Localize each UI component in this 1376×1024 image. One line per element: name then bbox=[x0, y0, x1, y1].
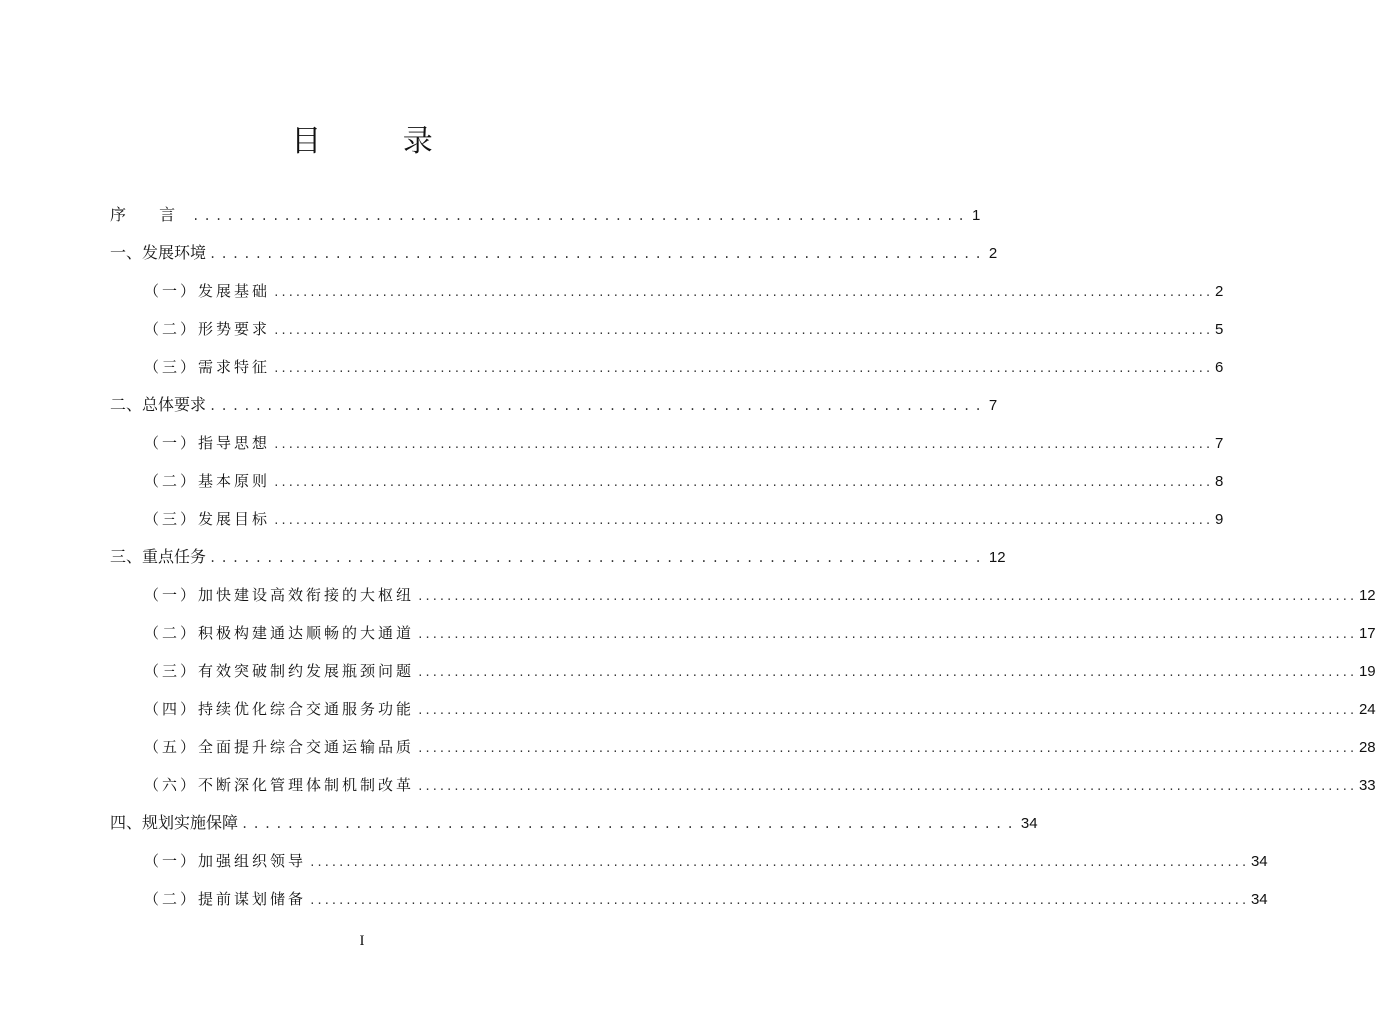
toc-entry-page: 2 bbox=[1214, 283, 1224, 300]
toc-dot-leader: .................................................................... bbox=[192, 209, 969, 223]
toc-dot-leader: .................................................................................................................................. bbox=[309, 894, 1248, 907]
toc-dot-leader: .................................................................................................................................. bbox=[273, 514, 1212, 527]
toc-entry-label: （二）提前谋划储备 bbox=[144, 890, 307, 908]
toc-entry[interactable] bbox=[144, 279, 1224, 303]
toc-dot-leader: .................................................................................................................................. bbox=[417, 780, 1356, 793]
toc-dot-leader: .................................................................................................................................. bbox=[417, 704, 1356, 717]
toc-entry-page: 8 bbox=[1214, 473, 1224, 490]
toc-entry[interactable] bbox=[144, 697, 1376, 721]
toc-entry-page: 24 bbox=[1358, 701, 1376, 718]
toc-entry-page: 1 bbox=[971, 207, 981, 224]
toc-entry-page: 5 bbox=[1214, 321, 1224, 338]
toc-entry-page: 34 bbox=[1250, 853, 1268, 870]
toc-entry[interactable] bbox=[144, 507, 1224, 531]
toc-entry[interactable] bbox=[110, 811, 1038, 835]
toc-dot-leader: .................................................................................................................................. bbox=[273, 362, 1212, 375]
toc-entry-label: 二、总体要求 bbox=[110, 395, 207, 414]
toc-entry-page: 9 bbox=[1214, 511, 1224, 528]
toc-entry[interactable] bbox=[144, 583, 1376, 607]
toc-entry-label: （三）有效突破制约发展瓶颈问题 bbox=[144, 662, 415, 680]
toc-entry[interactable] bbox=[144, 431, 1224, 455]
toc-entry-label: （一）加强组织领导 bbox=[144, 852, 307, 870]
toc-entry-label: 序 言 bbox=[110, 205, 190, 224]
toc-dot-leader: .................................................................... bbox=[209, 399, 986, 413]
toc-entry-page: 12 bbox=[1358, 587, 1376, 604]
toc-entry-label: （六）不断深化管理体制机制改革 bbox=[144, 776, 415, 794]
toc-entry-label: （一）发展基础 bbox=[144, 282, 271, 300]
toc-entry-label: （一）指导思想 bbox=[144, 434, 271, 452]
toc-entry-page: 34 bbox=[1250, 891, 1268, 908]
toc-entry-label: （一）加快建设高效衔接的大枢纽 bbox=[144, 586, 415, 604]
toc-entry[interactable] bbox=[144, 849, 1268, 873]
toc-entry-page: 6 bbox=[1214, 359, 1224, 376]
toc-entry[interactable] bbox=[144, 659, 1376, 683]
toc-entry[interactable] bbox=[110, 393, 998, 417]
toc-entry[interactable] bbox=[144, 469, 1224, 493]
toc-dot-leader: .................................................................... bbox=[209, 551, 986, 565]
toc-entry[interactable] bbox=[144, 887, 1268, 911]
toc-entry-page: 34 bbox=[1020, 815, 1038, 832]
toc-entry-label: （五）全面提升综合交通运输品质 bbox=[144, 738, 415, 756]
toc-entry-label: 三、重点任务 bbox=[110, 547, 207, 566]
page-title: 目 录 bbox=[291, 124, 469, 159]
toc-entry[interactable] bbox=[110, 203, 981, 227]
toc-entry-label: （二）基本原则 bbox=[144, 472, 271, 490]
toc-entry[interactable] bbox=[144, 773, 1376, 797]
toc-entry[interactable] bbox=[144, 317, 1224, 341]
toc-entry-page: 7 bbox=[1214, 435, 1224, 452]
toc-entry-page: 12 bbox=[988, 549, 1006, 566]
toc-entry[interactable] bbox=[110, 241, 998, 265]
toc-entry-label: （三）发展目标 bbox=[144, 510, 271, 528]
toc-entry-label: 四、规划实施保障 bbox=[110, 813, 239, 832]
toc-dot-leader: .................................................................................................................................. bbox=[417, 628, 1356, 641]
page-number: I bbox=[359, 933, 365, 949]
toc-dot-leader: .................................................................................................................................. bbox=[417, 666, 1356, 679]
toc-entry[interactable] bbox=[144, 621, 1376, 645]
toc-dot-leader: .................................................................................................................................. bbox=[273, 476, 1212, 489]
toc-dot-leader: .................................................................................................................................. bbox=[273, 438, 1212, 451]
toc-entry-page: 19 bbox=[1358, 663, 1376, 680]
toc-entry-page: 33 bbox=[1358, 777, 1376, 794]
toc-dot-leader: .................................................................... bbox=[241, 817, 1018, 831]
toc-entry-label: （三）需求特征 bbox=[144, 358, 271, 376]
toc-dot-leader: .................................................................................................................................. bbox=[273, 324, 1212, 337]
toc-dot-leader: .................................................................................................................................. bbox=[273, 286, 1212, 299]
toc-entry-label: 一、发展环境 bbox=[110, 243, 207, 262]
toc-entry-page: 2 bbox=[988, 245, 998, 262]
toc-entry-page: 28 bbox=[1358, 739, 1376, 756]
toc-dot-leader: .................................................................................................................................. bbox=[417, 742, 1356, 755]
toc-entry[interactable] bbox=[144, 735, 1376, 759]
toc-dot-leader: .................................................................................................................................. bbox=[309, 856, 1248, 869]
toc-entry[interactable] bbox=[110, 545, 1006, 569]
toc-dot-leader: .................................................................... bbox=[209, 247, 986, 261]
toc-entry-label: （二）形势要求 bbox=[144, 320, 271, 338]
toc-entry-page: 7 bbox=[988, 397, 998, 414]
toc-dot-leader: .................................................................................................................................. bbox=[417, 590, 1356, 603]
toc-entry-label: （二）积极构建通达顺畅的大通道 bbox=[144, 624, 415, 642]
toc-entry[interactable] bbox=[144, 355, 1224, 379]
toc-entry-label: （四）持续优化综合交通服务功能 bbox=[144, 700, 415, 718]
toc-entry-page: 17 bbox=[1358, 625, 1376, 642]
